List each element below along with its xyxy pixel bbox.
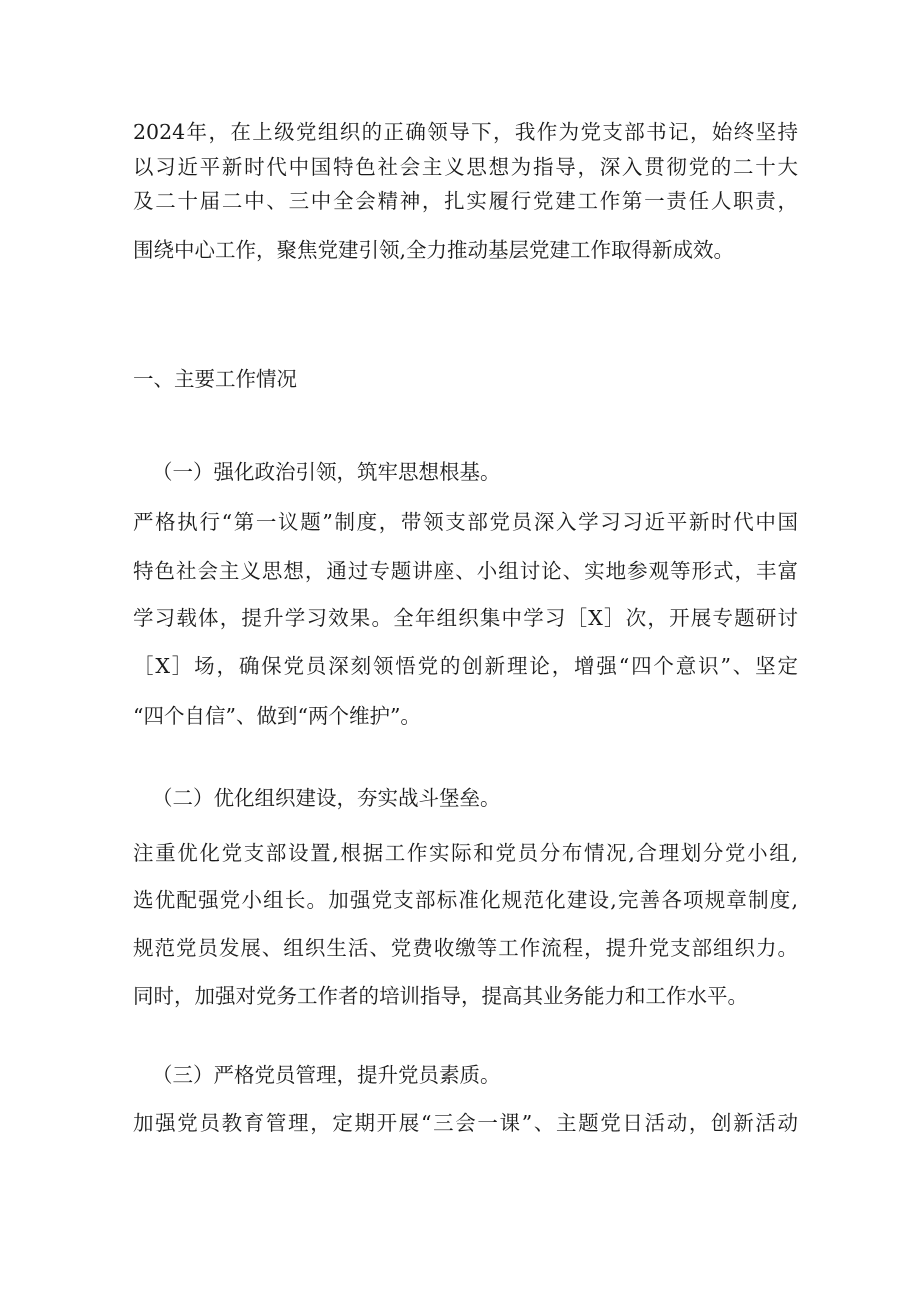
sub2-line-1: 注重优化党支部设置,根据工作实际和党员分布情况,合理划分党小组, [133, 841, 798, 865]
subsection-1-title: （一）强化政治引领，筑牢思想根基。 [152, 460, 501, 484]
intro-line-2: 以习近平新时代中国特色社会主义思想为指导，深入贯彻党的二十大 [133, 155, 798, 179]
sub1-line-4: ［X］场，确保党员深刻领悟党的创新理论，增强“四个意识”、坚定 [133, 654, 798, 678]
subsection-3-title: （三）严格党员管理，提升党员素质。 [152, 1063, 501, 1087]
sub2-line-4: 同时，加强对党务工作者的培训指导，提高其业务能力和工作水平。 [133, 984, 748, 1008]
sub2-line-2: 选优配强党小组长。加强党支部标准化规范化建设,完善各项规章制度, [133, 888, 798, 912]
intro-line-4: 围绕中心工作，聚焦党建引领,全力推动基层党建工作取得新成效。 [133, 238, 735, 262]
sub1-line-5: “四个自信”、做到“两个维护”。 [133, 704, 421, 728]
sub1-line-3: 学习载体，提升学习效果。全年组织集中学习［X］次，开展专题研讨 [133, 606, 798, 630]
sub1-line-1: 严格执行“第一议题”制度，带领支部党员深入学习习近平新时代中国 [133, 510, 798, 534]
intro-line-3: 及二十届二中、三中全会精神，扎实履行党建工作第一责任人职责， [133, 189, 798, 213]
sub1-line-2: 特色社会主义思想，通过专题讲座、小组讨论、实地参观等形式，丰富 [133, 559, 798, 583]
intro-line-1: 2024年，在上级党组织的正确领导下，我作为党支部书记，始终坚持 [133, 120, 798, 144]
subsection-2-title: （二）优化组织建设，夯实战斗堡垒。 [152, 786, 501, 810]
section-heading: 一、主要工作情况 [133, 367, 297, 391]
sub2-line-3: 规范党员发展、组织生活、党费收缴等工作流程，提升党支部组织力。 [133, 936, 798, 960]
sub3-line-1: 加强党员教育管理，定期开展“三会一课”、主题党日活动，创新活动 [133, 1111, 798, 1135]
